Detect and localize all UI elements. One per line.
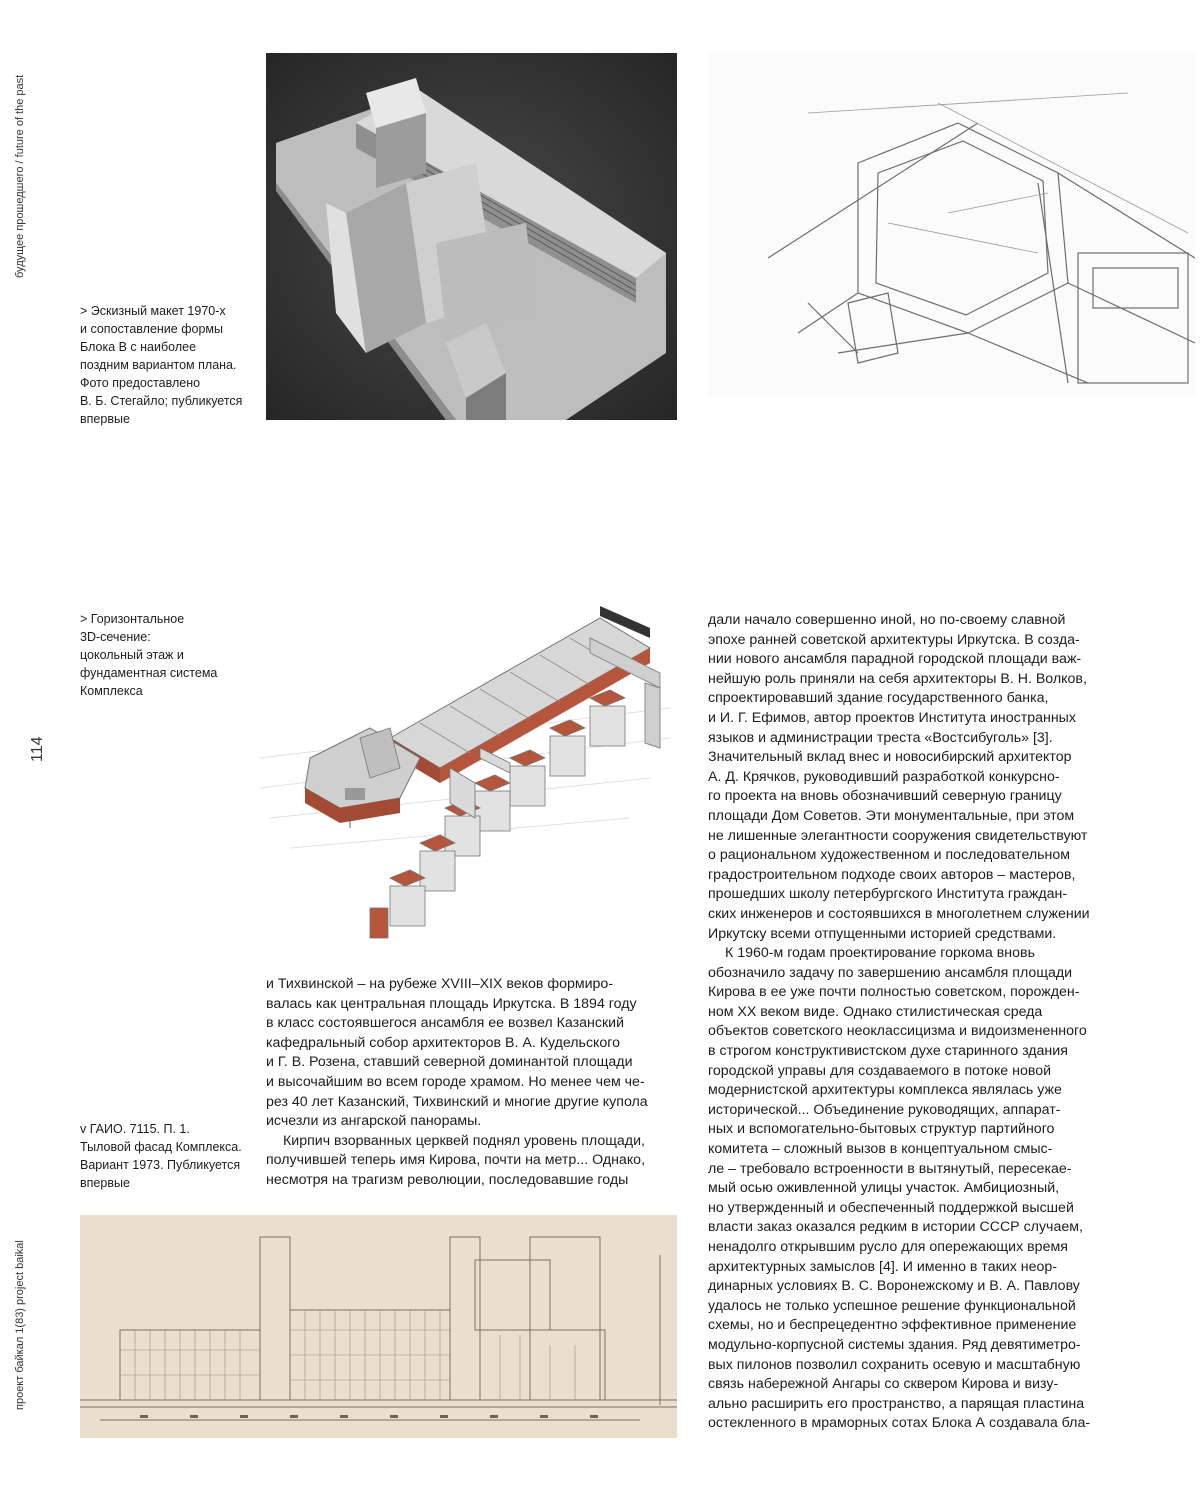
body-line: исчезли из ангарской панорамы. xyxy=(266,1113,482,1130)
body-line: исторической... Объединение руководящих, аппарат- xyxy=(708,1101,1061,1118)
body-line: нейшую роль приняли на себя архитекторы В. Н. Волков, xyxy=(708,670,1087,687)
caption-line: Блока В с наиболее xyxy=(80,340,197,354)
facade-drawing-illustration xyxy=(80,1215,677,1438)
caption-line: цокольный этаж и xyxy=(80,648,184,662)
caption-line: фундаментная система xyxy=(80,666,218,680)
body-line: ских инженеров и состоявшихся в многолетнем служении xyxy=(708,905,1090,922)
caption-facade xyxy=(80,1120,260,1192)
body-line: мый осью оживленной улицы участок. Амбициозный, xyxy=(708,1180,1060,1197)
body-line: не лишенные элегантности сооружения свидетельствуют xyxy=(708,827,1088,844)
caption-line: В. Б. Стегайло; публикуется xyxy=(80,394,243,408)
section-3d-render xyxy=(250,598,695,943)
running-head: будущее прошедшего / future of the past xyxy=(14,74,26,278)
model-photo-illustration xyxy=(266,53,677,420)
body-line: власти заказ оказался редким в истории СССР случаем, xyxy=(708,1219,1083,1236)
body-line: и И. Г. Ефимов, автор проектов Института иностранных xyxy=(708,709,1076,726)
caption-line: > Эскизный макет 1970-х xyxy=(80,304,226,318)
body-line: Кирпич взорванных церквей поднял уровень площади, xyxy=(283,1132,645,1149)
caption-model xyxy=(80,302,260,428)
body-line: удалось не только успешное решение функциональной xyxy=(708,1297,1076,1314)
body-line: градостроительном подходе своих авторов – мастеров, xyxy=(708,866,1076,883)
body-line: прошедших школу петербургского Института граждан- xyxy=(708,886,1068,903)
body-line: ном XX веком виде. Однако стилистическая среда xyxy=(708,1003,1043,1020)
body-line: го проекта на вновь обозначивший северную границу xyxy=(708,788,1062,805)
body-line: Кирова в ее уже почти полностью советском, порожден- xyxy=(708,984,1080,1001)
body-line: ных и вспомогательно-бытовых структур партийного xyxy=(708,1121,1055,1138)
caption-3d-section xyxy=(80,610,260,700)
caption-line: 3D-сечение: xyxy=(80,630,151,644)
body-line: ле – требовало встроенности в вытянутый, пересекае- xyxy=(708,1160,1072,1177)
body-line: получившей теперь имя Кирова, почти на метр... Однако, xyxy=(266,1152,646,1169)
right-column xyxy=(708,611,1118,1434)
body-line: площади Дом Советов. Эти монументальные, при этом xyxy=(708,807,1075,824)
body-line: эпохе ранней советской архитектуры Иркутска. В созда- xyxy=(708,631,1080,648)
facade-drawing xyxy=(80,1215,677,1438)
caption-line: поздним вариантом плана. xyxy=(80,358,237,372)
caption-line: v ГАИО. 7115. П. 1. xyxy=(80,1122,190,1136)
caption-line: впервые xyxy=(80,412,130,426)
body-line: вых пилонов позволил сохранить осевую и масштабную xyxy=(708,1356,1081,1373)
body-line: динарных условиях В. С. Воронежскому и В. А. Павлову xyxy=(708,1278,1080,1295)
body-line: Значительный вклад внес и новосибирский архитектор xyxy=(708,749,1072,766)
body-line: рез 40 лет Казанский, Тихвинский и многие другие купола xyxy=(266,1093,648,1110)
caption-line: впервые xyxy=(80,1176,130,1190)
footer-publication: проект байкал 1(83) project baikal xyxy=(14,1240,26,1410)
body-line: схемы, но и беспрецедентно эффективное применение xyxy=(708,1317,1077,1334)
body-line: комитета – сложный вызов в концептуальном смыс- xyxy=(708,1141,1053,1158)
body-line: остекленного в мраморных сотах Блока А создавала бла- xyxy=(708,1415,1091,1432)
body-line: объектов советского неоклассицизма и видоизмененного xyxy=(708,1023,1087,1040)
body-line: архитектурных замыслов [4]. И именно в таких неор- xyxy=(708,1258,1058,1275)
body-line: и высочайшим во всем городе храмом. Но менее чем че- xyxy=(266,1073,645,1090)
body-line: модернистской архитектуры комплекса являлась уже xyxy=(708,1082,1062,1099)
body-line: языков и администрации треста «Востсибуголь» [3]. xyxy=(708,729,1053,746)
body-line: К 1960-м годам проектирование горкома вновь xyxy=(725,945,1035,962)
body-line: в класс состоявшегося ансамбля ее возвел Казанский xyxy=(266,1015,624,1032)
body-line: дали начало совершенно иной, но по-своему славной xyxy=(708,612,1066,628)
body-line: нии нового ансамбля парадной городской площади важ- xyxy=(708,651,1082,668)
body-line: обозначило задачу по завершению ансамбля площади xyxy=(708,964,1073,981)
body-line: и Г. В. Розена, ставший северной доминантой площади xyxy=(266,1054,633,1071)
page-number: 114 xyxy=(29,736,46,762)
plan-sketch xyxy=(708,53,1195,397)
body-line: модульно-корпусной системы здания. Ряд девятиметро- xyxy=(708,1336,1081,1353)
middle-column xyxy=(266,975,660,1191)
plan-sketch-illustration xyxy=(708,53,1195,397)
body-line: о рациональном художественном и последовательном xyxy=(708,847,1071,864)
body-line: в строгом конструктивистском духе старинного здания xyxy=(708,1043,1068,1060)
body-line: кафедральный собор архитекторов В. А. Кудельского xyxy=(266,1034,621,1051)
body-line: и Тихвинской – на рубеже XVIII–XIX веков формиро- xyxy=(266,976,614,992)
body-line: несмотря на трагизм революции, последовавшие годы xyxy=(266,1171,629,1188)
caption-line: Комплекса xyxy=(80,684,143,698)
body-line: ально расширить его пространство, а парящая пластина xyxy=(708,1395,1085,1412)
model-photo xyxy=(266,53,677,420)
body-line: А. Д. Крячков, руководивший разработкой конкурсно- xyxy=(708,768,1060,785)
caption-line: и сопоставление формы xyxy=(80,322,223,336)
caption-line: > Горизонтальное xyxy=(80,612,185,626)
body-line: городской управы для создаваемого в потоке новой xyxy=(708,1062,1052,1079)
caption-line: Вариант 1973. Публикуется xyxy=(80,1158,241,1172)
caption-line: Тыловой фасад Комплекса. xyxy=(80,1140,242,1154)
section-3d-illustration xyxy=(250,598,695,943)
body-line: связь набережной Ангары со сквером Кирова и визу- xyxy=(708,1376,1059,1393)
body-line: Иркутску всеми отпущенными историей средствами. xyxy=(708,925,1057,942)
body-line: но утвержденный и обеспеченный поддержкой высшей xyxy=(708,1199,1074,1216)
body-line: ненадолго открывшим русло для опережающих время xyxy=(708,1239,1068,1255)
body-line: спроектировавший здание государственного банка, xyxy=(708,690,1049,707)
caption-line: Фото предоставлено xyxy=(80,376,201,390)
body-line: валась как центральная площадь Иркутска. В 1894 году xyxy=(266,995,637,1012)
